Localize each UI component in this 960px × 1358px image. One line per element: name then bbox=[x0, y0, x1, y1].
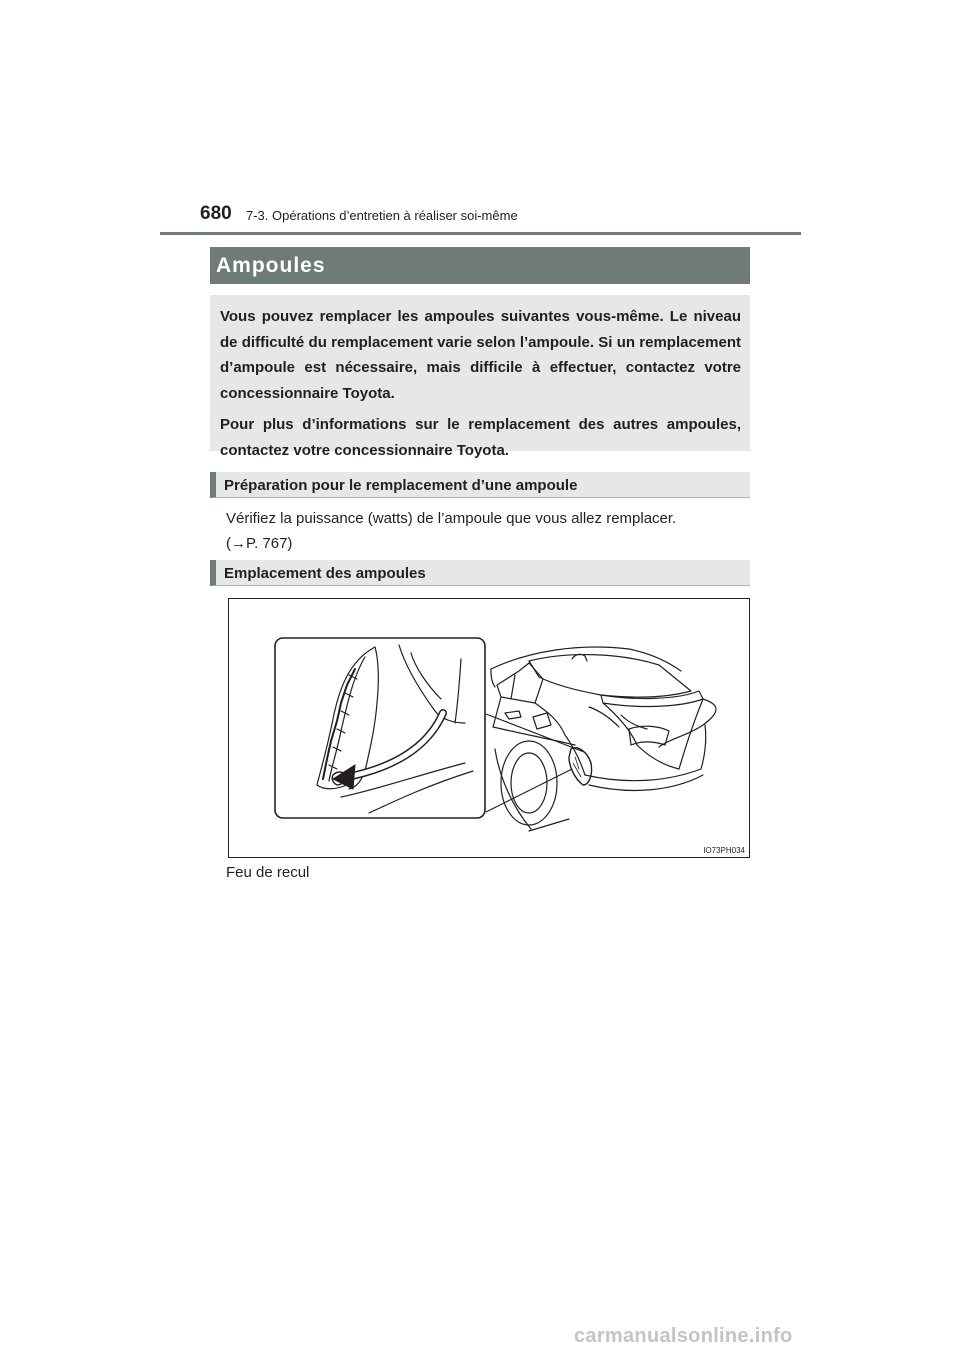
intro-paragraph: Vous pouvez remplacer les ampoules suivantes vous-même. Le niveau de difficulté du remplacement varie selon l’ampoule. Si un remplacement d’ampoule est nécessaire, mais difficile à effectuer, contactez votre concessionnaire Toyota. bbox=[220, 308, 741, 402]
page-reference-link[interactable]: (→P. 767) bbox=[226, 535, 293, 552]
running-head: 7-3. Opérations d’entretien à réaliser soi-même bbox=[246, 208, 518, 223]
bulb-location-figure bbox=[228, 598, 750, 858]
subheading-preparation: Préparation pour le remplacement d’une ampoule bbox=[210, 472, 750, 498]
intro-box bbox=[210, 295, 750, 459]
preparation-text bbox=[226, 506, 750, 556]
figure-id: IO73PH034 bbox=[703, 846, 745, 855]
intro-paragraph: Pour plus d’informations sur le remplacement des autres ampoules, contactez votre concessionnaire Toyota. bbox=[220, 416, 741, 459]
preparation-text-line: Vérifiez la puissance (watts) de l’ampoule que vous allez remplacer. bbox=[226, 510, 677, 527]
section-title: Ampoules bbox=[210, 247, 750, 284]
watermark: carmanualsonline.info bbox=[574, 1325, 793, 1347]
car-rear-illustration bbox=[229, 599, 750, 858]
page-number: 680 bbox=[200, 203, 232, 224]
car-outline bbox=[491, 647, 716, 831]
detail-inset bbox=[275, 638, 485, 818]
header-rule bbox=[160, 232, 801, 235]
figure-caption: Feu de recul bbox=[226, 864, 310, 881]
subheading-location: Emplacement des ampoules bbox=[210, 560, 750, 586]
